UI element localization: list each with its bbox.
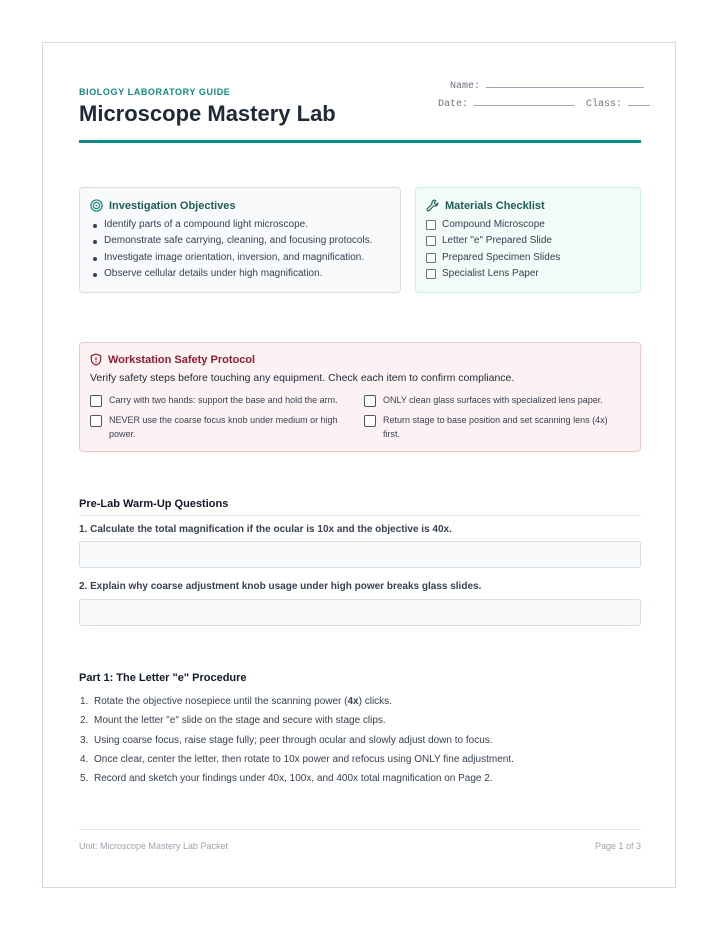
checkbox[interactable] bbox=[426, 269, 436, 279]
worksheet-page bbox=[42, 42, 676, 888]
name-label: Name: bbox=[450, 81, 481, 92]
material-label: Letter "e" Prepared Slide bbox=[442, 235, 552, 247]
safety-item[interactable] bbox=[364, 414, 626, 441]
checkbox[interactable] bbox=[426, 220, 436, 230]
material-label: Prepared Specimen Slides bbox=[442, 251, 561, 263]
checkbox[interactable] bbox=[90, 395, 102, 407]
safety-item[interactable] bbox=[364, 394, 626, 408]
prelab-divider bbox=[79, 515, 641, 516]
material-label: Compound Microscope bbox=[442, 219, 545, 230]
materials-card bbox=[415, 187, 641, 293]
list-item: Observe cellular details under high magnification. bbox=[90, 266, 372, 282]
material-item[interactable] bbox=[426, 217, 560, 233]
question-2: 2. Explain why coarse adjustment knob usage under high power breaks glass slides. bbox=[79, 581, 482, 592]
wrench-icon bbox=[426, 199, 439, 212]
header-divider bbox=[79, 140, 641, 143]
footer-divider bbox=[79, 829, 641, 830]
checkbox[interactable] bbox=[364, 395, 376, 407]
list-item: Demonstrate safe carrying, cleaning, and focusing protocols. bbox=[90, 233, 372, 249]
list-item: Investigate image orientation, inversion, and magnification. bbox=[90, 250, 372, 266]
safety-card bbox=[79, 342, 641, 452]
list-item: 5. Record and sketch your findings under 40x, 100x, and 400x total magnification on Page 2. bbox=[80, 773, 493, 785]
safety-subtitle: Verify safety steps before touching any equipment. Check each item to confirm compliance. bbox=[90, 372, 515, 384]
answer-box-2[interactable] bbox=[79, 599, 641, 626]
footer-page-number: Page 1 of 3 bbox=[594, 841, 641, 851]
eyebrow-label: BIOLOGY LABORATORY GUIDE bbox=[79, 87, 231, 97]
material-item[interactable] bbox=[426, 233, 560, 249]
list-item: 4. Once clear, center the letter, then rotate to 10x power and refocus using ONLY fine adjustment. bbox=[80, 753, 514, 765]
list-item: Identify parts of a compound light microscope. bbox=[90, 217, 372, 233]
safety-header bbox=[90, 353, 255, 366]
safety-item-label: Return stage to base position and set scanning lens (4x) first. bbox=[383, 415, 608, 439]
procedure-list bbox=[80, 692, 514, 788]
list-item: 1. Rotate the objective nosepiece until the scanning power (4x) clicks. bbox=[80, 696, 392, 707]
materials-list bbox=[426, 217, 560, 282]
checkbox[interactable] bbox=[426, 253, 436, 263]
safety-item[interactable] bbox=[90, 394, 352, 408]
date-label: Date: bbox=[438, 99, 469, 110]
page-title: Microscope Mastery Lab bbox=[79, 101, 336, 126]
list-item: 3. Using coarse focus, raise stage fully; peer through ocular and slowly adjust down to focus. bbox=[80, 734, 493, 746]
checkbox[interactable] bbox=[90, 415, 102, 427]
safety-item-label: ONLY clean glass surfaces with specialized lens paper. bbox=[383, 395, 603, 405]
checkbox[interactable] bbox=[426, 236, 436, 246]
objectives-card bbox=[79, 187, 401, 293]
safety-item-label: Carry with two hands: support the base and hold the arm. bbox=[109, 395, 338, 405]
objectives-list bbox=[90, 217, 372, 282]
answer-box-1[interactable] bbox=[79, 541, 641, 568]
question-1: 1. Calculate the total magnification if the ocular is 10x and the objective is 40x. bbox=[79, 524, 452, 535]
material-label: Specialist Lens Paper bbox=[442, 267, 539, 279]
footer-unit: Unit: Microscope Mastery Lab Packet bbox=[79, 841, 229, 851]
list-item: 2. Mount the letter "e" slide on the stage and secure with stage clips. bbox=[80, 715, 386, 727]
name-line bbox=[486, 86, 644, 88]
safety-item-label: NEVER use the coarse focus knob under medium or high power. bbox=[109, 415, 338, 439]
checkbox[interactable] bbox=[364, 415, 376, 427]
class-label: Class: bbox=[586, 99, 623, 110]
material-item[interactable] bbox=[426, 250, 560, 266]
safety-item[interactable] bbox=[90, 414, 352, 441]
name-field[interactable] bbox=[450, 81, 644, 92]
safety-title: Workstation Safety Protocol bbox=[108, 353, 256, 366]
objectives-header bbox=[90, 199, 236, 212]
materials-header bbox=[426, 199, 545, 212]
materials-title: Materials Checklist bbox=[445, 199, 545, 212]
prelab-title: Pre-Lab Warm-Up Questions bbox=[79, 498, 229, 510]
class-line bbox=[628, 104, 650, 106]
material-item[interactable] bbox=[426, 266, 560, 282]
objectives-title: Investigation Objectives bbox=[109, 199, 236, 212]
date-class-field[interactable] bbox=[438, 99, 650, 110]
part1-title: Part 1: The Letter "e" Procedure bbox=[79, 672, 247, 684]
target-icon bbox=[90, 199, 103, 212]
shield-icon bbox=[90, 353, 102, 366]
date-line bbox=[474, 104, 574, 106]
